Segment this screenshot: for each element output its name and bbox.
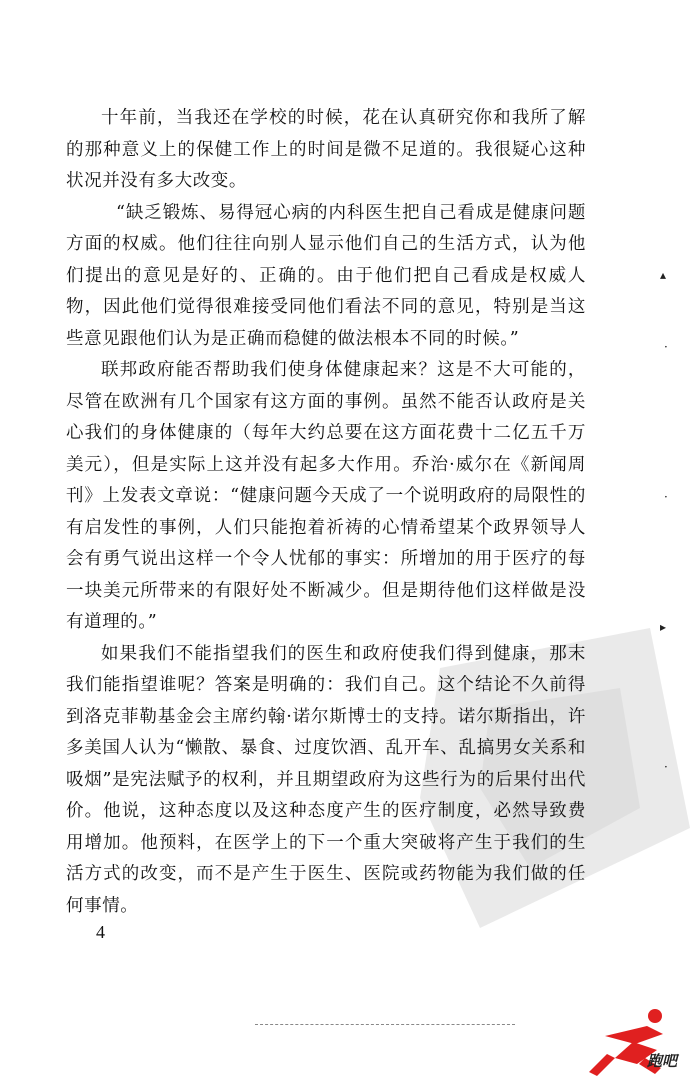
paragraph-government: 联邦政府能否帮助我们使身体健康起来？这是不大可能的，尽管在欧洲有几个国家有这方面的事例。虽然不能否认政府是关心我们的身体健康的（每年大约总要在这方面花费十二亿五千万美元），但是实际上这并没有起多大作用。乔治·威尔在《新闻周刊》上发表文章说：“健康问题今天成了一个说明政府的局限性的有启发性的事例，人们只能抱着祈祷的心情希望某个政界领导人会有勇气说出这样一个令人忧郁的事实：所增加的用于医疗的每一块美元所带来的有限好处不断减少。但是期待他们这样做是没有道理的。” xyxy=(66,360,586,632)
watermark-logo-text: 跑吧 xyxy=(647,1052,678,1070)
runner-logo-icon xyxy=(585,1006,695,1081)
margin-mark: ▴ xyxy=(660,268,667,282)
margin-mark: · xyxy=(664,760,668,774)
body-text xyxy=(66,103,586,922)
paragraph-ourselves: 如果我们不能指望我们的医生和政府使我们得到健康，那末我们能指望谁呢？答案是明确的：我们自己。这个结论不久前得到洛克菲勒基金会主席约翰·诺尔斯博士的支持。诺尔斯指出，许多美国人认为“懒散、暴食、过度饮酒、乱开车、乱搞男女关系和吸烟”是宪法赋予的权利，并且期望政府为这些行为的后果付出代价。他说，这种态度以及这种态度产生的医疗制度，必然导致费用增加。他预料，在医学上的下一个重大突破将产生于我们的生活方式的改变，而不是产生于医生、医院或药物能为我们做的任何事情。 xyxy=(66,643,586,916)
scan-artifact-line xyxy=(255,1024,515,1025)
margin-mark: · xyxy=(664,490,668,504)
paragraph-intro: 十年前，当我还在学校的时候，花在认真研究你和我所了解的那种意义上的保健工作上的时间是微不足道的。我很疑心这种状况并没有多大改变。 xyxy=(66,108,586,191)
paragraph-quote: “缺乏锻炼、易得冠心病的内科医生把自己看成是健康问题方面的权威。他们往往向别人显示他们自己的生活方式，认为他们提出的意见是好的、正确的。由于他们把自己看成是权威人物，因此他们觉得很难接受同他们看法不同的意见，特别是当这些意见跟他们认为是正确而稳健的做法根本不同的时候。” xyxy=(66,202,586,349)
page-number: 4 xyxy=(96,922,105,942)
margin-mark: · xyxy=(664,340,668,354)
margin-mark: ▸ xyxy=(660,620,667,634)
